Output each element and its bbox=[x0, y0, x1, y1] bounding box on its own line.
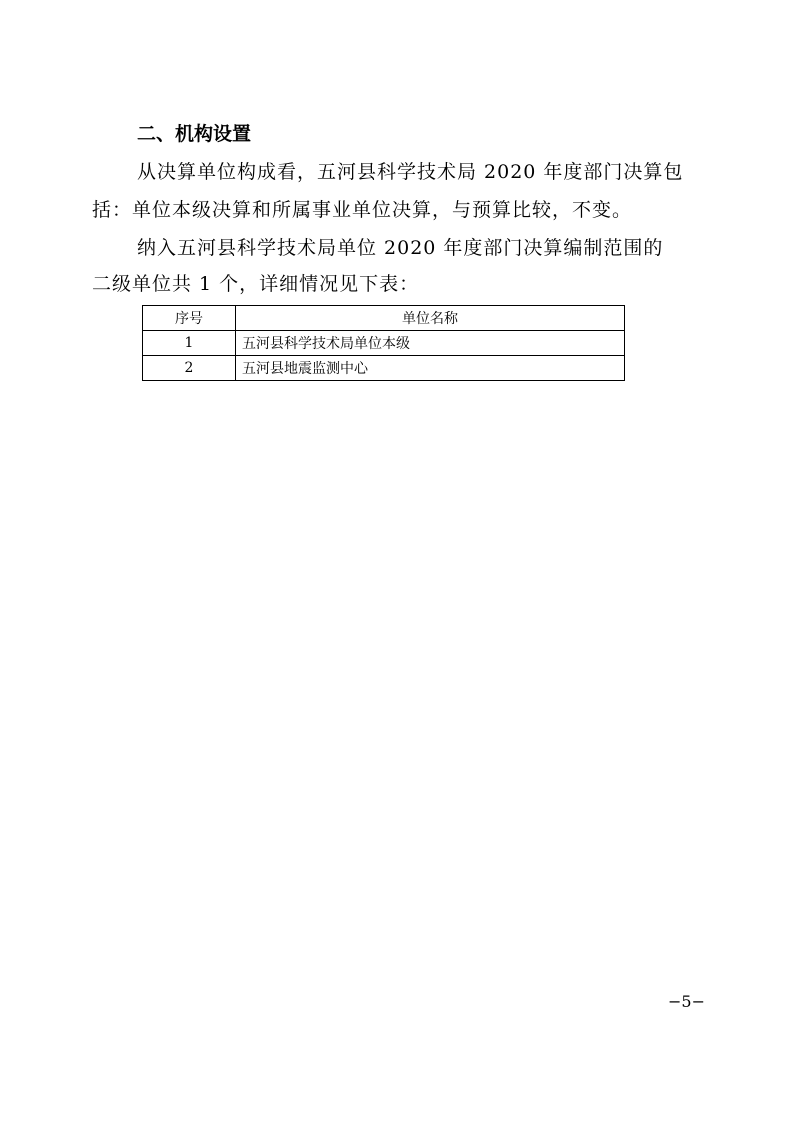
paragraph-2-line-2: 二级单位共 1 个，详细情况见下表： bbox=[92, 273, 420, 295]
column-header-number: 序号 bbox=[143, 306, 236, 331]
units-table bbox=[142, 305, 625, 381]
table-row bbox=[143, 331, 625, 356]
row-unit-name: 五河县科学技术局单位本级 bbox=[236, 331, 625, 356]
section-heading: 二、机构设置 bbox=[137, 123, 252, 145]
paragraph-2-line-1: 纳入五河县科学技术局单位 2020 年度部门决算编制范围的 bbox=[137, 237, 664, 259]
row-number: 2 bbox=[143, 356, 236, 381]
paragraph-1-line-1: 从决算单位构成看，五河县科学技术局 2020 年度部门决算包 bbox=[137, 161, 684, 183]
page-number: −5− bbox=[668, 992, 705, 1011]
column-header-unit-name: 单位名称 bbox=[236, 306, 625, 331]
table-row bbox=[143, 356, 625, 381]
table-header-row bbox=[143, 306, 625, 331]
paragraph-1-line-2: 括：单位本级决算和所属事业单位决算，与预算比较，不变。 bbox=[92, 199, 633, 221]
row-unit-name: 五河县地震监测中心 bbox=[236, 356, 625, 381]
row-number: 1 bbox=[143, 331, 236, 356]
